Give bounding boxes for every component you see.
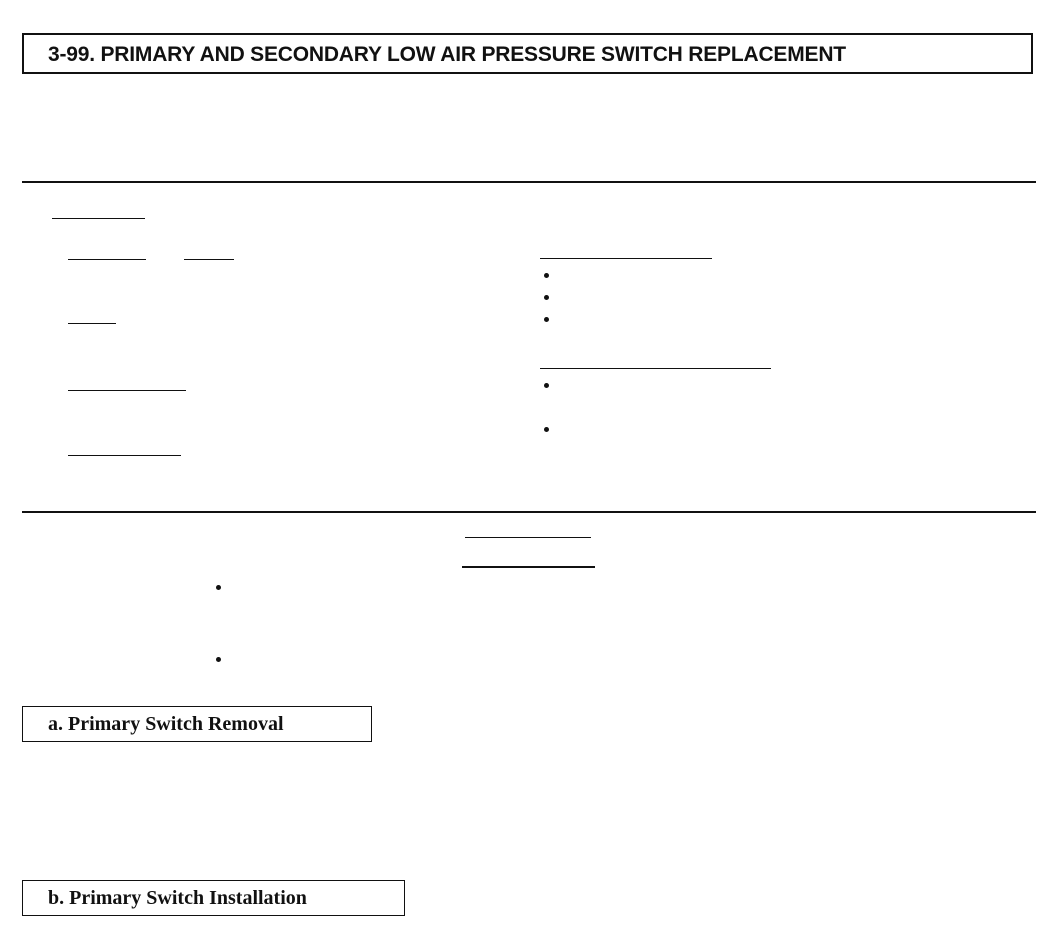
equipment-bullet-1	[544, 273, 549, 278]
warning-bullet-2	[216, 657, 221, 662]
equipment-bullet-2	[544, 295, 549, 300]
divider-bottom	[22, 511, 1036, 513]
safety-bullet-1	[544, 383, 549, 388]
warning-bullet-1	[216, 585, 221, 590]
materials-underline	[68, 390, 186, 391]
safety-instructions-underline	[540, 368, 771, 369]
safety-bullet-2	[544, 427, 549, 432]
warning-heading-underline	[465, 537, 591, 538]
section-title-box	[22, 33, 1033, 74]
section-a-label: a. Primary Switch Removal	[48, 713, 284, 735]
section-b-box	[22, 880, 405, 916]
warning-heading-underline-2	[462, 566, 595, 568]
tools-underline	[184, 259, 234, 260]
manual-references-underline	[68, 455, 181, 456]
divider-top	[22, 181, 1036, 183]
applicable-models-underline	[68, 259, 146, 260]
section-b-label: b. Primary Switch Installation	[48, 887, 307, 909]
page-title: 3-99. PRIMARY AND SECONDARY LOW AIR PRESSURE SWITCH REPLACEMENT	[48, 43, 846, 66]
equipment-condition-underline	[540, 258, 712, 259]
setup-heading-underline	[52, 218, 145, 219]
section-a-box	[22, 706, 372, 742]
test-equipment-underline	[68, 323, 116, 324]
equipment-bullet-3	[544, 317, 549, 322]
